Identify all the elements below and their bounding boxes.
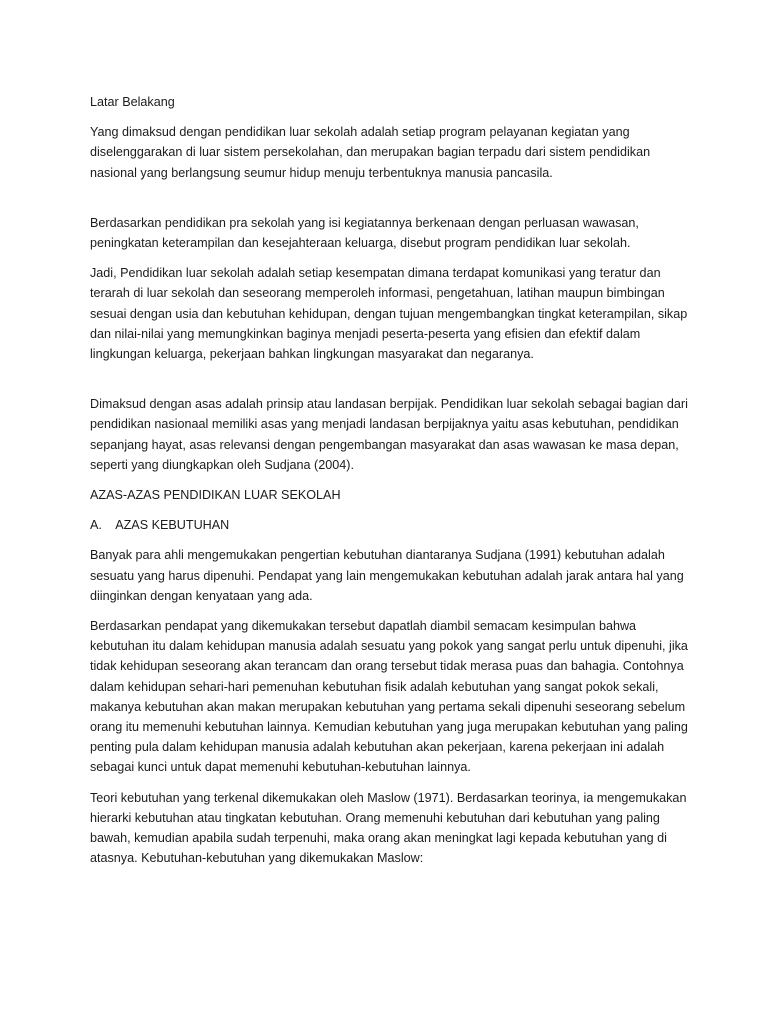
document-page <box>90 92 690 879</box>
paragraph-jadi: Jadi, Pendidikan luar sekolah adalah setiap kesempatan dimana terdapat komunikasi yang teratur dan terarah di luar sekolah dan seseorang memperoleh informasi, pengetahuan, latihan maupun bimbingan sesuai dengan usia dan kebutuhan kehidupan, dengan tujuan mengembangkan tingkat keterampilan, sikap dan nilai-nilai yang memungkinkan baginya menjadi peserta-peserta yang efisien dan efektif dalam lingkungan keluarga, pekerjaan bahkan lingkungan masyarakat dan negaranya. <box>90 266 688 362</box>
subsection-heading: A. AZAS KEBUTUHAN <box>90 518 230 533</box>
paragraph-definition: Yang dimaksud dengan pendidikan luar sekolah adalah setiap program pelayanan kegiatan yang diselenggarakan di luar sistem persekolahan, dan merupakan bagian terpadu dari sistem pendidikan nasional yang berlangsung seumur hidup menuju terbentuknya manusia pancasila. <box>90 125 651 180</box>
paragraph-pra-sekolah: Berdasarkan pendidikan pra sekolah yang isi kegiatannya berkenaan dengan perluasan wawasan, peningkatan keterampilan dan kesejahteraan keluarga, disebut program pendidikan luar sekolah. <box>90 215 639 251</box>
paragraph-maslow: Teori kebutuhan yang terkenal dikemukakan oleh Maslow (1971). Berdasarkan teorinya, ia mengemukakan hierarki kebutuhan atau tingkatan kebutuhan. Orang memenuhi kebutuhan dari kebutuhan yang paling bawah, kemudian apabila sudah terpenuhi, maka orang akan meningkat lagi kepada kebutuhan yang di atasnya. Kebutuhan-kebutuhan yang dikemukakan Maslow: <box>90 790 687 866</box>
document-title: Latar Belakang <box>90 95 175 109</box>
paragraph-asas: Dimaksud dengan asas adalah prinsip atau landasan berpijak. Pendidikan luar sekolah sebagai bagian dari pendidikan nasionaal memiliki asas yang menjadi landasan berpijaknya yaitu asas kebutuhan, pendidikan sepanjang hayat, asas relevansi dengan pengembangan masyarakat dan asas wawasan ke masa depan, seperti yang diungkapkan oleh Sudjana (2004). <box>90 397 688 472</box>
paragraph-kesimpulan: Berdasarkan pendapat yang dikemukakan tersebut dapatlah diambil semacam kesimpulan bahwa kebutuhan itu dalam kehidupan manusia adalah sesuatu yang pokok yang sangat perlu untuk dipenuhi, jika tidak kehidupan seseorang akan terancam dan orang tersebut tidak merasa puas dan bahagia. Contohnya dalam kehidupan sehari-hari pemenuhan kebutuhan fisik adalah kebutuhan yang sangat pokok sekali, makanya kebutuhan akan makan merupakan kebutuhan yang pertama sekali dipenuhi seseorang sebelum orang itu memenuhi kebutuhan lainnya. Kemudian kebutuhan yang juga merupakan kebutuhan yang paling penting pula dalam kehidupan manusia adalah kebutuhan akan pekerjaan, karena pekerjaan ini adalah sebagai kunci untuk dapat memenuhi kebutuhan-kebutuhan lainnya. <box>90 619 688 775</box>
section-heading: AZAS-AZAS PENDIDIKAN LUAR SEKOLAH <box>90 488 341 503</box>
paragraph-para-ahli: Banyak para ahli mengemukakan pengertian kebutuhan diantaranya Sudjana (1991) kebutuhan adalah sesuatu yang harus dipenuhi. Pendapat yang lain mengemukakan kebutuhan adalah jarak antara hal yang diinginkan dengan kenyataan yang ada. <box>90 548 684 603</box>
